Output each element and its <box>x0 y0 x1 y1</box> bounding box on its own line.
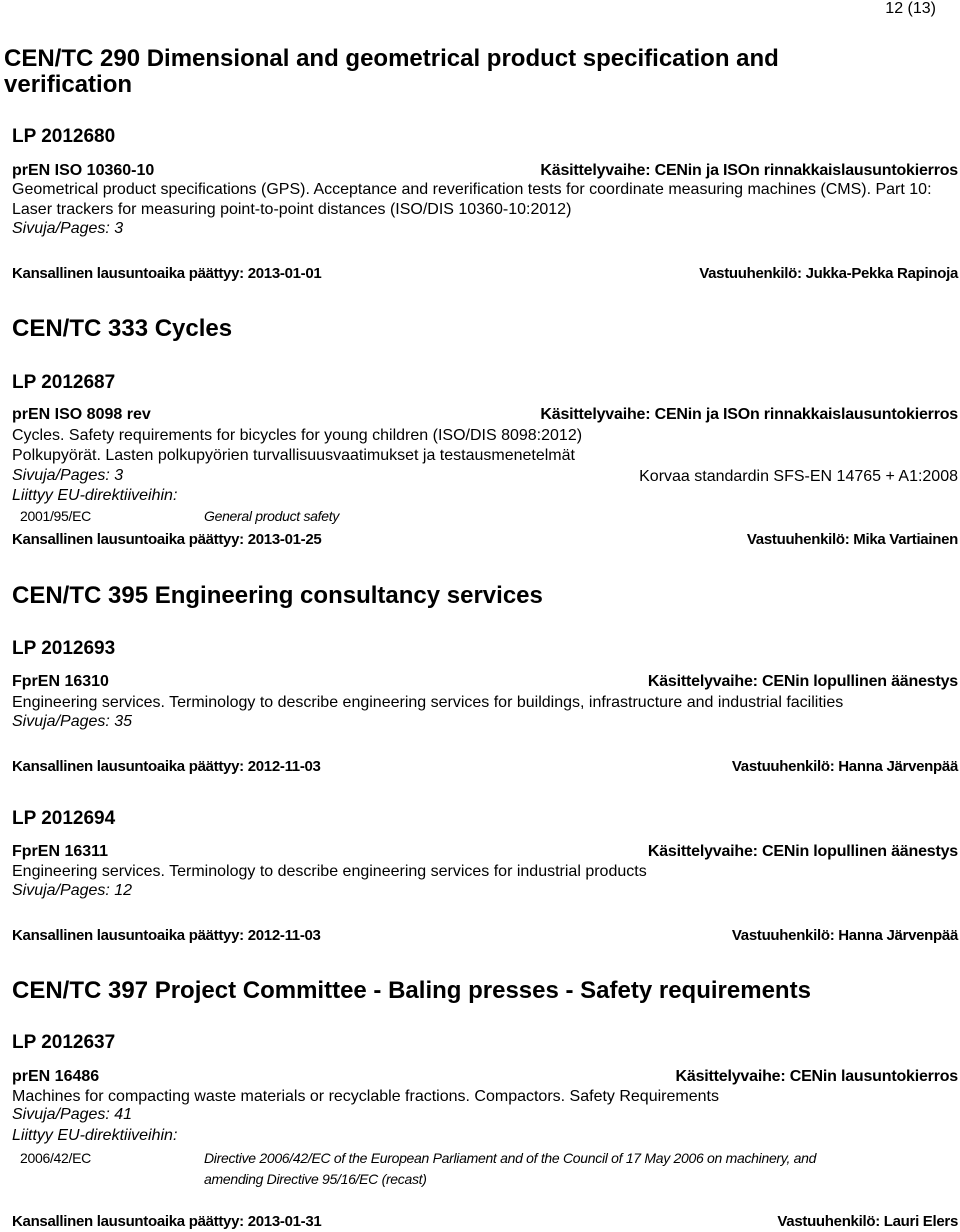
standard-id: prEN 16486 <box>12 1068 100 1085</box>
directive-name: General product safety <box>204 508 340 524</box>
standard-id: prEN ISO 10360-10 <box>12 162 155 179</box>
section-title: CEN/TC 395 Engineering consultancy services <box>12 582 543 609</box>
pages-count: Sivuja/Pages: 3 <box>12 220 124 237</box>
lp-number: LP 2012694 <box>12 808 116 829</box>
stage-label: Käsittelyvaihe: CENin lopullinen äänestys <box>647 673 958 690</box>
contact-person: Vastuuhenkilö: Jukka-Pekka Rapinoja <box>699 265 958 282</box>
stage-label: Käsittelyvaihe: CENin ja ISOn rinnakkaislausuntokierros <box>540 162 958 179</box>
deadline: Kansallinen lausuntoaika päättyy: 2013-01-31 <box>12 1213 322 1230</box>
standard-description-fi: Polkupyörät. Lasten polkupyörien turvallisuusvaatimukset ja testausmenetelmät <box>12 447 575 464</box>
directive-name: Directive 2006/42/EC of the European Parliament and of the Council of 17 May 2006 on machinery, and <box>204 1150 817 1166</box>
eu-directive-label: Liittyy EU-direktiiveihin: <box>12 487 178 504</box>
standard-description: Machines for compacting waste materials or recyclable fractions. Compactors. Safety Requirements <box>12 1088 719 1105</box>
stage-label: Käsittelyvaihe: CENin ja ISOn rinnakkaislausuntokierros <box>540 406 958 423</box>
lp-number: LP 2012693 <box>12 638 116 659</box>
deadline: Kansallinen lausuntoaika päättyy: 2013-01-25 <box>12 531 322 548</box>
contact-person: Vastuuhenkilö: Hanna Järvenpää <box>731 758 958 775</box>
section-title: CEN/TC 333 Cycles <box>12 315 233 342</box>
standard-description: Geometrical product specifications (GPS). Acceptance and reverification tests for coordinate measuring machines (CMS). Part 10: Laser trackers for measuring point-to-point distances (ISO/DIS 10360-10:2012) <box>12 181 932 218</box>
deadline: Kansallinen lausuntoaika päättyy: 2012-11-03 <box>12 927 321 944</box>
lp-number: LP 2012680 <box>12 126 116 147</box>
contact-person: Vastuuhenkilö: Hanna Järvenpää <box>731 927 958 944</box>
stage-label: Käsittelyvaihe: CENin lausuntokierros <box>675 1068 958 1085</box>
lp-number: LP 2012637 <box>12 1032 116 1053</box>
page-number: 12 (13) <box>885 0 936 17</box>
standard-description: Engineering services. Terminology to describe engineering services for buildings, infrastructure and industrial facilities <box>12 694 844 711</box>
pages-count: Sivuja/Pages: 35 <box>12 713 133 730</box>
deadline: Kansallinen lausuntoaika päättyy: 2012-11-03 <box>12 758 321 775</box>
pages-count: Sivuja/Pages: 3 <box>12 467 124 484</box>
contact-person: Vastuuhenkilö: Lauri Elers <box>777 1213 958 1230</box>
section-title: CEN/TC 397 Project Committee - Baling presses - Safety requirements <box>12 977 811 1004</box>
pages-count: Sivuja/Pages: 12 <box>12 882 133 899</box>
directive-code: 2006/42/EC <box>20 1150 91 1166</box>
directive-name-continued: amending Directive 95/16/EC (recast) <box>204 1171 427 1187</box>
eu-directive-label: Liittyy EU-direktiiveihin: <box>12 1127 178 1144</box>
standard-id: prEN ISO 8098 rev <box>12 406 151 423</box>
stage-label: Käsittelyvaihe: CENin lopullinen äänestys <box>647 843 958 860</box>
directive-code: 2001/95/EC <box>20 508 91 524</box>
pages-count: Sivuja/Pages: 41 <box>12 1106 133 1123</box>
standard-description: Engineering services. Terminology to describe engineering services for industrial products <box>12 863 647 880</box>
contact-person: Vastuuhenkilö: Mika Vartiainen <box>746 531 958 548</box>
lp-number: LP 2012687 <box>12 372 116 393</box>
deadline: Kansallinen lausuntoaika päättyy: 2013-01-01 <box>12 265 322 282</box>
standard-id: FprEN 16311 <box>12 843 109 860</box>
standard-description: Cycles. Safety requirements for bicycles for young children (ISO/DIS 8098:2012) <box>12 427 583 444</box>
section-title: CEN/TC 290 Dimensional and geometrical product specification and verification <box>4 45 779 98</box>
replaces-note: Korvaa standardin SFS-EN 14765 + A1:2008 <box>639 468 958 485</box>
standard-id: FprEN 16310 <box>12 673 109 690</box>
